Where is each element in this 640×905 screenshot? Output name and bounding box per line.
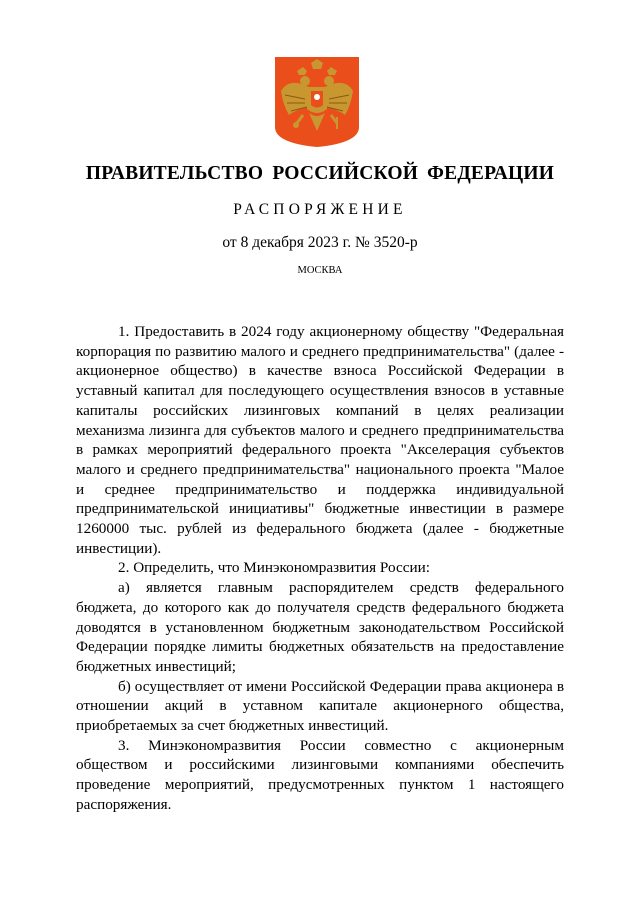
government-title: ПРАВИТЕЛЬСТВО РОССИЙСКОЙ ФЕДЕРАЦИИ bbox=[85, 163, 555, 184]
paragraph-3: 3. Минэкономразвития России совместно с акционерным обществом и российскими лизинговыми компаниями обеспечить проведение мероприятий, предусмотренных пунктом 1 настоящего распоряжения. bbox=[76, 736, 564, 813]
document-type: РАСПОРЯЖЕНИЕ bbox=[233, 201, 407, 218]
document-date-number: от 8 декабря 2023 г. № 3520-р bbox=[222, 234, 418, 251]
document-city: МОСКВА bbox=[297, 265, 343, 276]
coat-of-arms-russia-icon bbox=[275, 57, 359, 147]
document-body bbox=[76, 322, 564, 815]
paragraph-2: 2. Определить, что Минэкономразвития России: bbox=[118, 559, 430, 577]
paragraph-2a: а) является главным распорядителем средств федерального бюджета, до которого как до получателя средств федерального бюджета доводятся в установленном бюджетным законодательством Российской Федерации порядке лимиты бюджетных обязательств на предоставление бюджетных инвестиций; bbox=[76, 579, 564, 675]
paragraph-1: 1. Предоставить в 2024 году акционерному обществу "Федеральная корпорация по развитию малого и среднего предпринимательства" (далее - акционерное общество) в качестве взноса Российской Федерации в уставный капитал для последующего осуществления взносов в уставные капиталы российских лизинговых компаний в целях реализации механизма лизинга для субъектов малого и среднего предпринимательства в рамках мероприятий федерального проекта "Акселерация субъектов малого и среднего предпринимательства" национального проекта "Малое и среднее предпринимательство и поддержка индивидуальной предпринимательской инициативы" бюджетные инвестиции в размере 1260000 тыс. рублей из федерального бюджета (далее - бюджетные инвестиции). bbox=[76, 323, 564, 557]
paragraph-2b: б) осуществляет от имени Российской Федерации права акционера в отношении акций в уставном капитале акционерного общества, приобретаемых за счет бюджетных инвестиций. bbox=[76, 677, 564, 735]
